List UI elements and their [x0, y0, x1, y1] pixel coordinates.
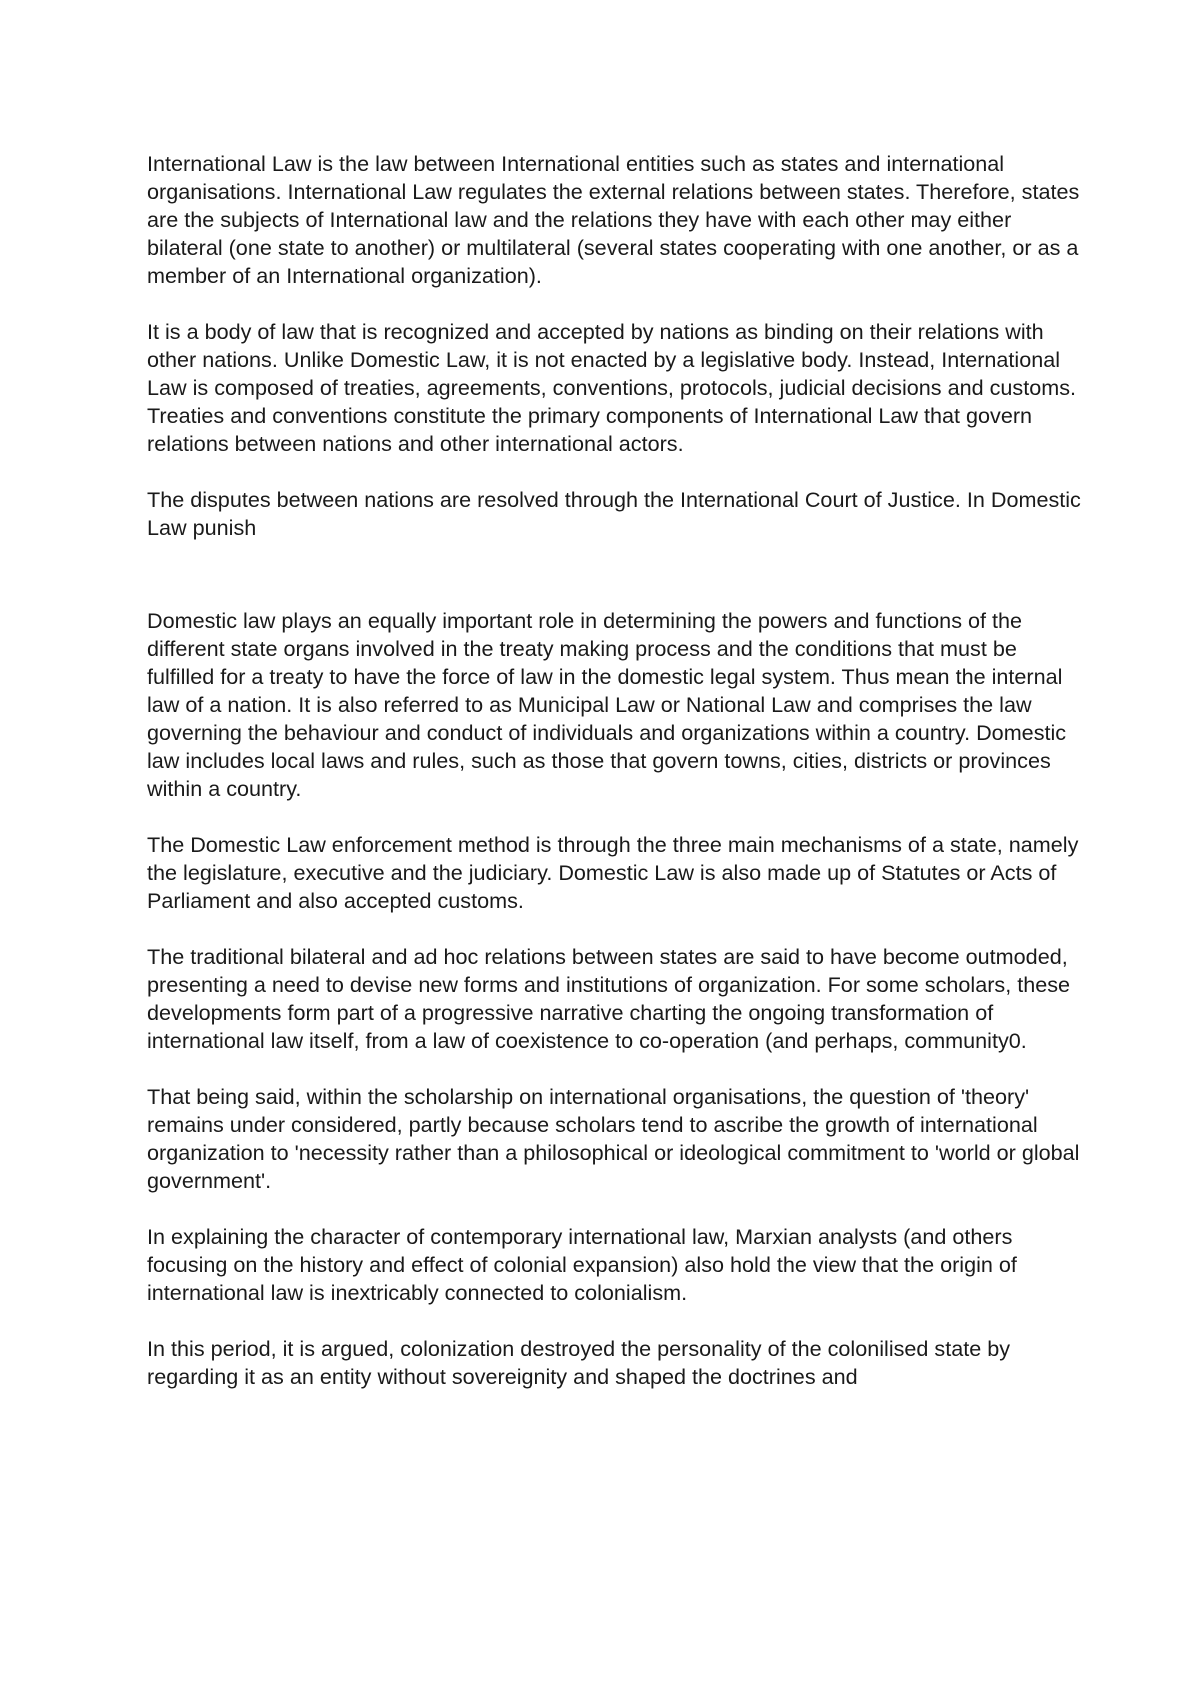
paragraph-colonization: In this period, it is argued, colonization destroyed the personality of the colonilised state by regarding it as an entity without sovereignity and shaped the doctrines and	[147, 1336, 1011, 1389]
paragraph-international-law-definition: International Law is the law between International entities such as states and international organisations. International Law regulates the external relations between states. Therefore, states are the subjects of International law and the relations they have with each other may either bilateral (one state to another) or multilateral (several states cooperating with one another, or as a member of an International organization).	[147, 151, 1080, 288]
paragraph-body-of-law: It is a body of law that is recognized and accepted by nations as binding on their relations with other nations. Unlike Domestic Law, it is not enacted by a legislative body. Instead, International Law is composed of treaties, agreements, conventions, protocols, judicial decisions and customs. Treaties and conventions constitute the primary components of International Law that govern relations between nations and other international actors.	[147, 319, 1077, 456]
paragraph-domestic-enforcement: The Domestic Law enforcement method is through the three main mechanisms of a state, namely the legislature, executive and the judiciary. Domestic Law is also made up of Statutes or Acts of Parliament and also accepted customs.	[147, 832, 1079, 913]
paragraph-domestic-law: Domestic law plays an equally important role in determining the powers and functions of the different state organs involved in the treaty making process and the conditions that must be fulfilled for a treaty to have the force of law in the domestic legal system. Thus mean the internal law of a nation. It is also referred to as Municipal Law or National Law and comprises the law governing the behaviour and conduct of individuals and organizations within a country. Domestic law includes local laws and rules, such as those that govern towns, cities, districts or provinces within a country.	[147, 608, 1067, 801]
document-body	[147, 150, 1087, 1419]
paragraph-theory: That being said, within the scholarship on international organisations, the question of 'theory' remains under considered, partly because scholars tend to ascribe the growth of international organization to 'necessity rather than a philosophical or ideological commitment to 'world or global government'.	[147, 1084, 1080, 1193]
paragraph-marxian-analysts: In explaining the character of contemporary international law, Marxian analysts (and others focusing on the history and effect of colonial expansion) also hold the view that the origin of international law is inextricably connected to colonialism.	[147, 1224, 1017, 1305]
paragraph-disputes: The disputes between nations are resolved through the International Court of Justice. In Domestic Law punish	[147, 487, 1081, 540]
paragraph-traditional-relations: The traditional bilateral and ad hoc relations between states are said to have become outmoded, presenting a need to devise new forms and institutions of organization. For some scholars, these developments form part of a progressive narrative charting the ongoing transformation of international law itself, from a law of coexistence to co-operation (and perhaps, community0.	[147, 944, 1071, 1053]
